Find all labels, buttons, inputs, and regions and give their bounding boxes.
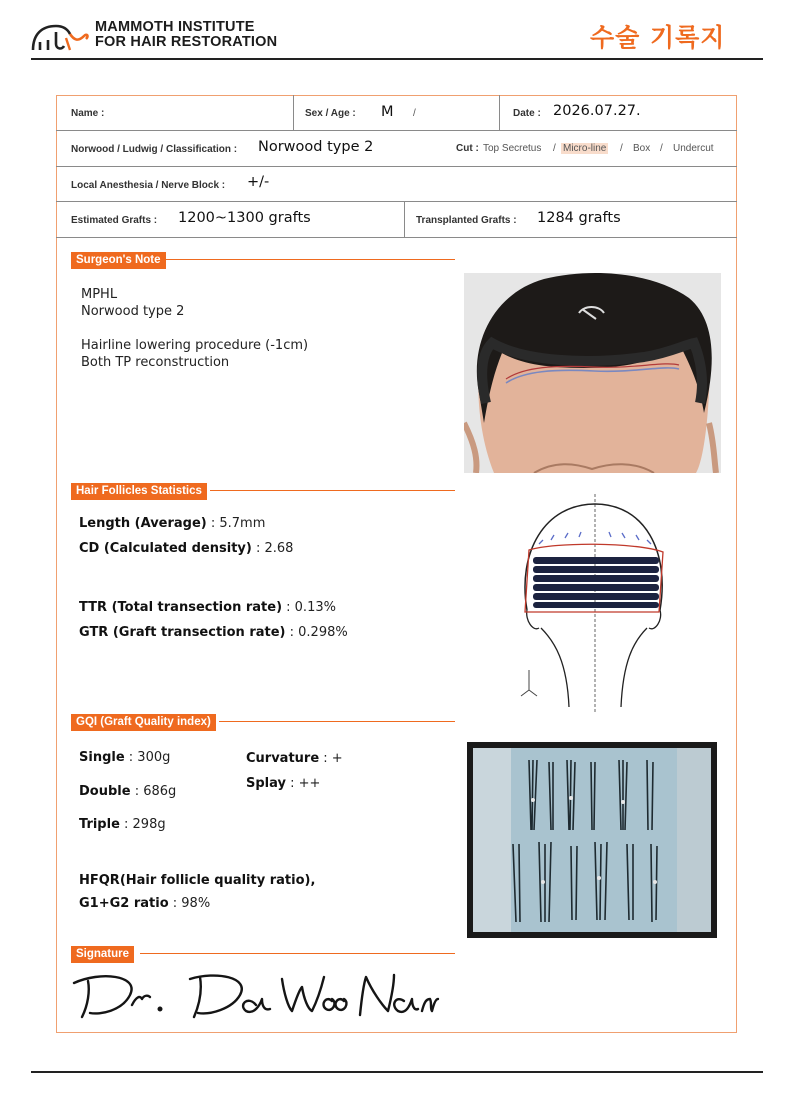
single-value: : 300g	[124, 750, 171, 765]
transplanted-grafts-value[interactable]: 1284 grafts	[537, 210, 621, 226]
sex-age-label: Sex / Age :	[305, 108, 356, 119]
date-value[interactable]: 2026.07.27.	[553, 103, 641, 119]
note-line: Hairline lowering procedure (-1cm)	[81, 338, 309, 353]
splay-stat	[246, 776, 320, 791]
double-value: : 686g	[130, 784, 177, 799]
row-divider	[56, 130, 737, 131]
institute-line2: FOR HAIR RESTORATION	[95, 34, 278, 50]
cd-label: CD (Calculated density)	[79, 541, 252, 556]
classification-value[interactable]: Norwood type 2	[258, 139, 374, 155]
splay-value: : ++	[285, 776, 321, 791]
classification-label: Norwood / Ludwig / Classification :	[71, 144, 238, 155]
institute-line1: MAMMOTH INSTITUTE	[95, 19, 255, 35]
cd-value: : 2.68	[251, 541, 294, 556]
cut-option-box[interactable]: Box	[633, 143, 651, 154]
sex-age-separator: /	[413, 108, 416, 119]
triple-label: Triple	[79, 817, 120, 832]
note-line: Both TP reconstruction	[81, 355, 230, 370]
note-line: Norwood type 2	[81, 304, 185, 319]
single-label: Single	[79, 750, 125, 765]
cut-option-top-secretus[interactable]: Top Secretus	[483, 143, 542, 154]
col-divider	[499, 95, 500, 130]
ttr-value: : 0.13%	[282, 600, 336, 615]
cut-separator: /	[620, 143, 623, 154]
triple-value: : 298g	[119, 817, 166, 832]
row-divider	[56, 201, 737, 202]
cd-stat	[79, 541, 293, 556]
date-label: Date :	[513, 108, 541, 119]
section-rule	[219, 721, 455, 722]
curvature-label: Curvature	[246, 751, 320, 766]
g1g2-label: G1+G2 ratio	[79, 896, 169, 911]
sex-value[interactable]: M	[381, 104, 394, 120]
single-stat	[79, 750, 170, 765]
section-rule	[140, 953, 455, 954]
estimated-grafts-label: Estimated Grafts :	[71, 215, 158, 226]
hairline-photo	[464, 273, 721, 473]
mammoth-logo-icon	[30, 22, 92, 52]
anesthesia-label: Local Anesthesia / Nerve Block :	[71, 180, 226, 191]
cut-separator: /	[553, 143, 556, 154]
gtr-stat	[79, 625, 348, 640]
follicle-stats-tag: Hair Follicles Statistics	[71, 483, 207, 500]
surgeon-note-tag: Surgeon's Note	[71, 252, 166, 269]
g1g2-stat	[79, 896, 210, 911]
cut-option-micro-line-selected[interactable]: Micro-line	[563, 143, 607, 154]
col-divider	[293, 95, 294, 130]
curvature-stat	[246, 751, 343, 766]
ttr-label: TTR (Total transection rate)	[79, 600, 283, 615]
gtr-value: : 0.298%	[285, 625, 348, 640]
gqi-tag: GQI (Graft Quality index)	[71, 714, 216, 731]
document-title: 수술 기록지	[590, 23, 726, 52]
double-stat	[79, 784, 176, 799]
handwritten-signature	[70, 965, 440, 1025]
graft-samples-photo	[467, 742, 717, 938]
cut-label: Cut :	[456, 143, 479, 154]
length-value: : 5.7mm	[206, 516, 266, 531]
note-line	[81, 320, 308, 337]
length-label: Length (Average)	[79, 516, 207, 531]
triple-stat	[79, 817, 166, 832]
length-stat	[79, 516, 265, 531]
estimated-grafts-value[interactable]: 1200~1300 grafts	[178, 210, 311, 226]
surgeon-note-text	[81, 286, 308, 371]
double-label: Double	[79, 784, 131, 799]
signature-tag: Signature	[71, 946, 134, 963]
row-divider	[56, 166, 737, 167]
transplanted-grafts-label: Transplanted Grafts :	[416, 215, 517, 226]
section-rule	[166, 259, 455, 260]
ttr-stat	[79, 600, 336, 615]
cut-separator: /	[660, 143, 663, 154]
hfqr-label: HFQR(Hair follicle quality ratio),	[79, 873, 316, 888]
g1g2-value: : 98%	[168, 896, 211, 911]
donor-area-diagram	[515, 492, 665, 714]
name-label: Name :	[71, 108, 105, 119]
footer-divider	[31, 1071, 763, 1073]
curvature-value: : +	[319, 751, 343, 766]
section-rule	[210, 490, 455, 491]
gtr-label: GTR (Graft transection rate)	[79, 625, 286, 640]
header-divider	[31, 58, 763, 60]
institute-name	[95, 20, 277, 50]
hfqr-stat	[79, 873, 315, 888]
splay-label: Splay	[246, 776, 286, 791]
cut-option-undercut[interactable]: Undercut	[673, 143, 714, 154]
note-line: MPHL	[81, 287, 118, 302]
anesthesia-value[interactable]: +/-	[247, 174, 270, 190]
col-divider	[404, 201, 405, 237]
row-divider	[56, 237, 737, 238]
